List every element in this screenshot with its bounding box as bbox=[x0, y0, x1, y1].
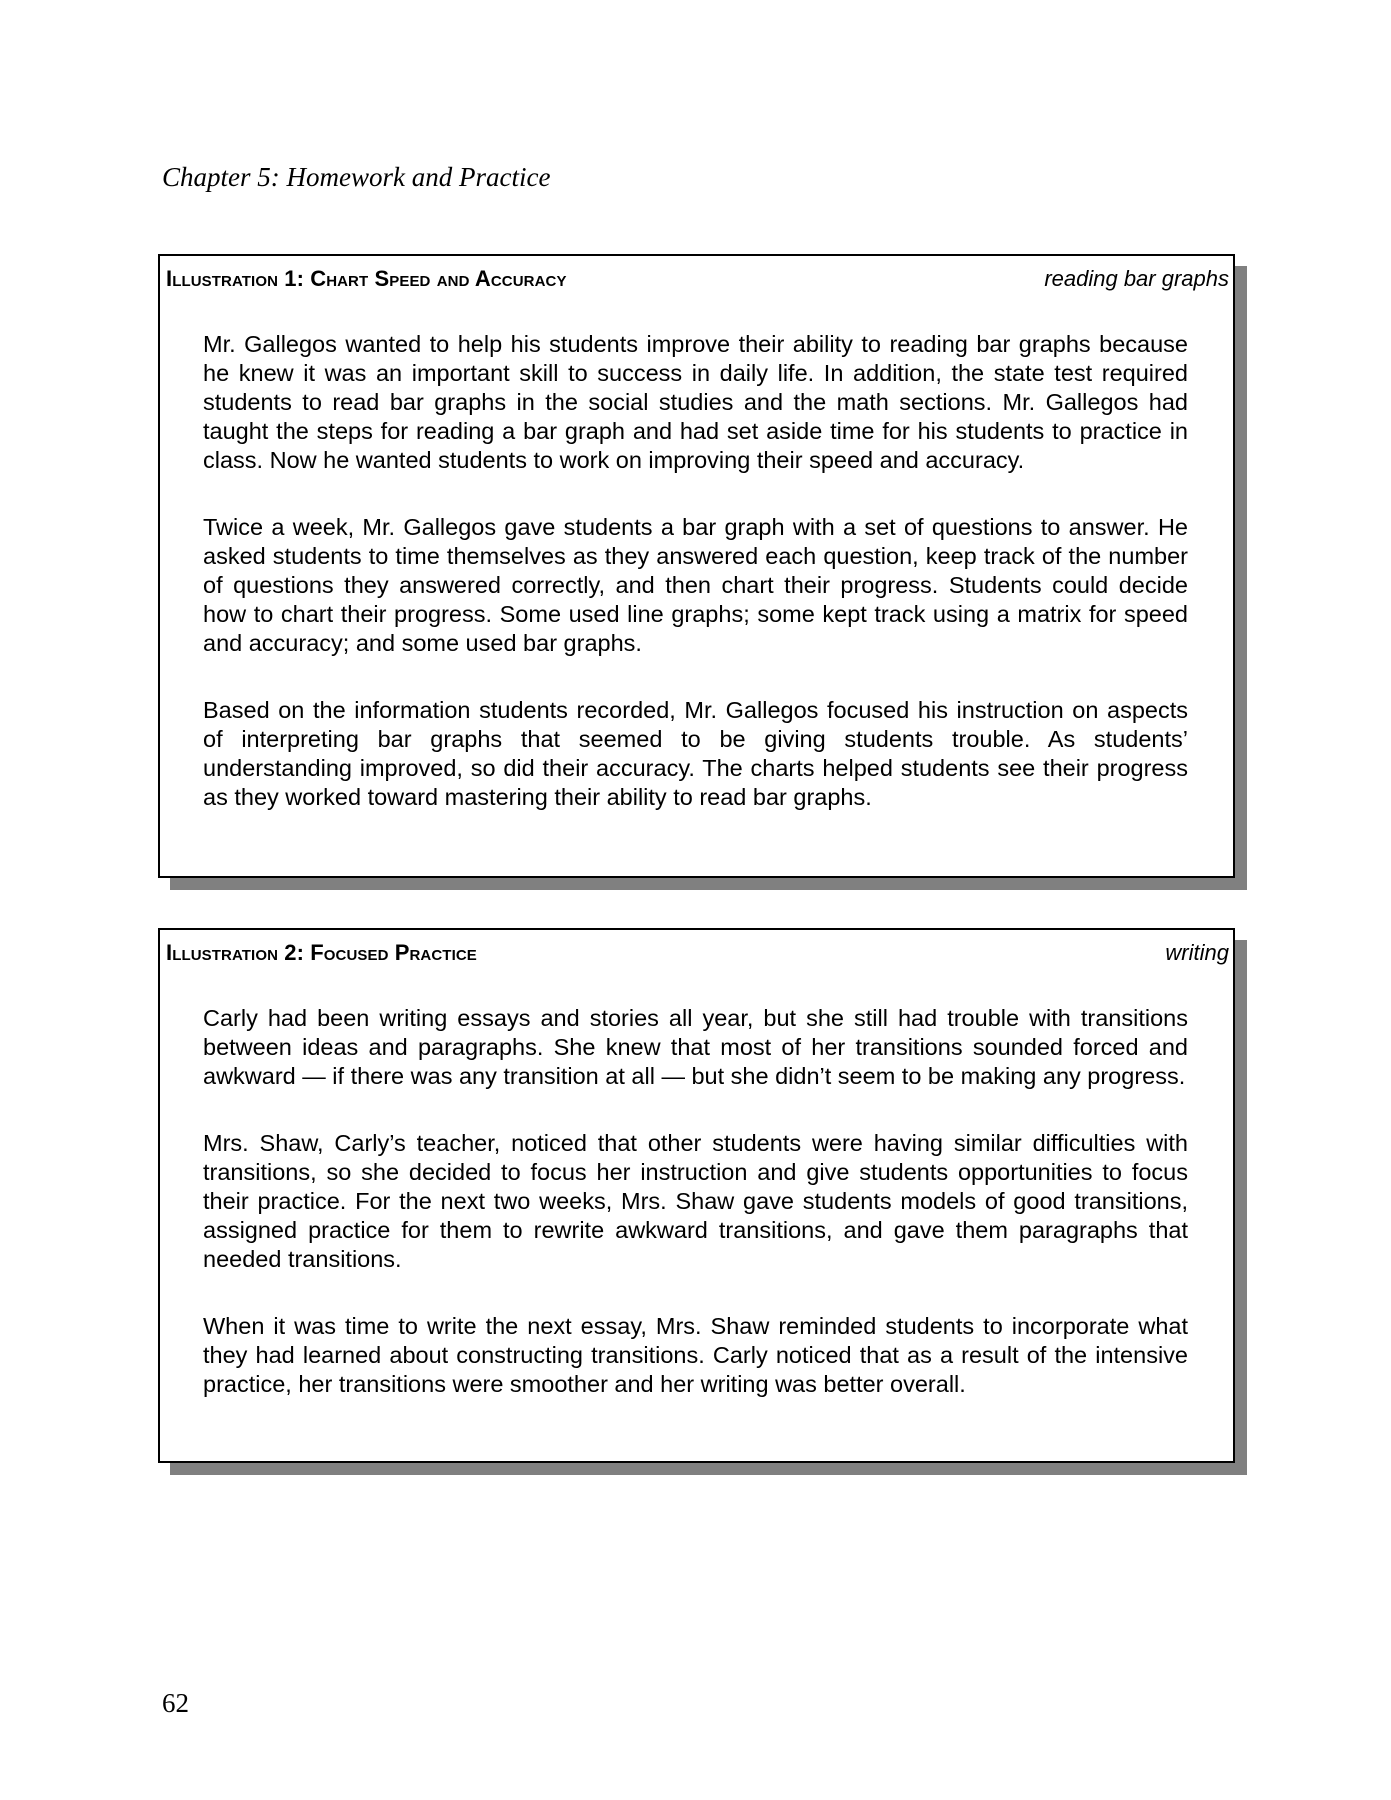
paragraph: Carly had been writing essays and stories all year, but she still had trouble with transitions between ideas and paragraphs. She knew that most of her transitions sounded forced and awkward — if there was any transition at all — but she didn’t seem to be making any progress. bbox=[203, 1005, 1188, 1089]
illustration-title: Illustration 1: Chart Speed and Accuracy bbox=[166, 266, 567, 291]
illustration-header bbox=[166, 940, 1229, 966]
illustration-body bbox=[203, 1004, 1188, 1437]
paragraph: Based on the information students recorded, Mr. Gallegos focused his instruction on aspects of interpreting bar graphs that seemed to be giving students trouble. As students’ understanding improved, so did their accuracy. The charts helped students see their progress as they worked toward mastering their ability to read bar graphs. bbox=[203, 697, 1188, 810]
illustration-title: Illustration 2: Focused Practice bbox=[166, 940, 477, 965]
illustration-body bbox=[203, 330, 1188, 850]
page-number: 62 bbox=[162, 1688, 189, 1718]
illustration-header bbox=[166, 266, 1229, 292]
illustration-subject: reading bar graphs bbox=[1044, 266, 1229, 291]
paragraph: When it was time to write the next essay, Mrs. Shaw reminded students to incorporate what they had learned about constructing transitions. Carly noticed that as a result of the intensive practice, her transitions were smoother and her writing was better overall. bbox=[203, 1313, 1188, 1397]
illustration-subject: writing bbox=[1165, 940, 1229, 965]
paragraph: Mr. Gallegos wanted to help his students improve their ability to reading bar graphs because he knew it was an important skill to success in daily life. In addition, the state test required students to read bar graphs in the social studies and the math sections. Mr. Gallegos had taught the steps for reading a bar graph and had set aside time for his students to practice in class. Now he wanted students to work on improving their speed and accuracy. bbox=[203, 331, 1188, 473]
illustration-box-1 bbox=[158, 254, 1235, 878]
paragraph: Mrs. Shaw, Carly’s teacher, noticed that other students were having similar difficulties with transitions, so she decided to focus her instruction and give students opportunities to focus their practice. For the next two weeks, Mrs. Shaw gave students models of good transitions, assigned practice for them to rewrite awkward transitions, and gave them paragraphs that needed transitions. bbox=[203, 1130, 1188, 1272]
chapter-header: Chapter 5: Homework and Practice bbox=[162, 162, 551, 192]
illustration-box-2 bbox=[158, 928, 1235, 1463]
paragraph: Twice a week, Mr. Gallegos gave students a bar graph with a set of questions to answer. He asked students to time themselves as they answered each question, keep track of the number of questions they answered correctly, and then chart their progress. Students could decide how to chart their progress. Some used line graphs; some kept track using a matrix for speed and accuracy; and some used bar graphs. bbox=[203, 514, 1188, 656]
